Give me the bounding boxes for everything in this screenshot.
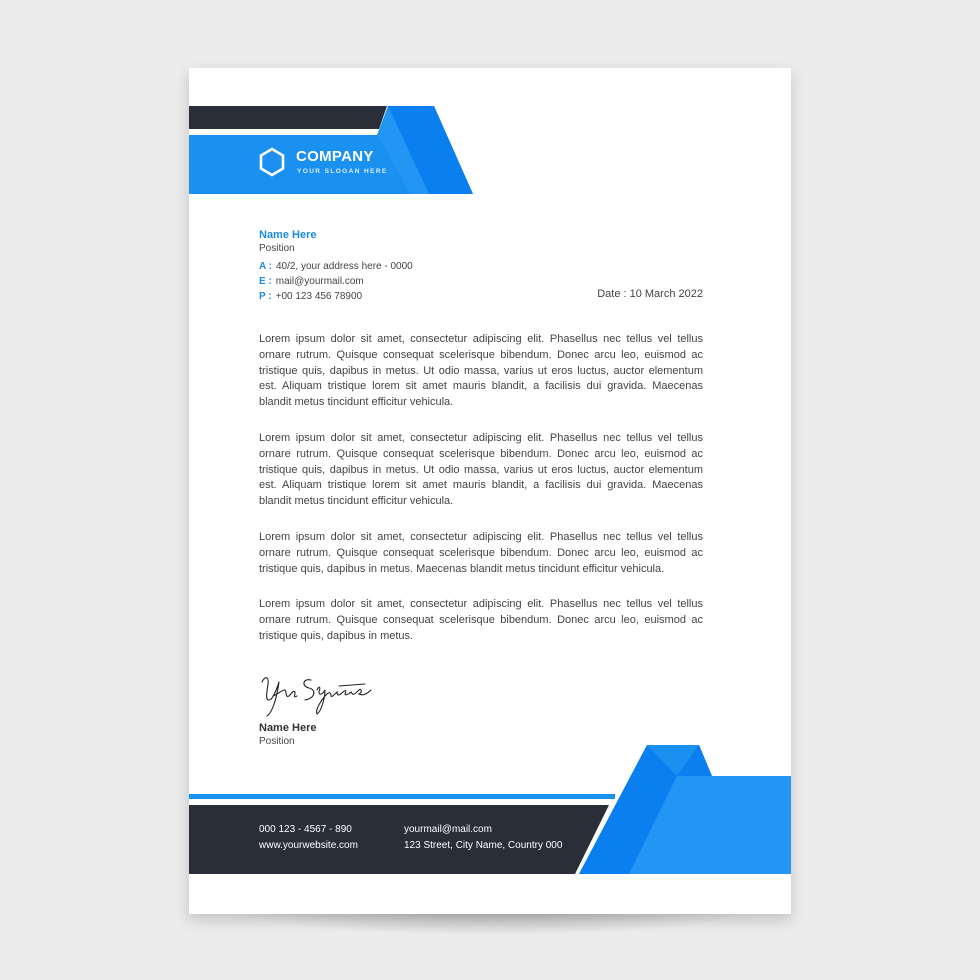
footer-email[interactable]: yourmail@mail.com <box>404 824 492 835</box>
signer-name: Name Here <box>259 722 317 734</box>
footer-decoration <box>189 744 791 876</box>
footer-contact-right <box>404 822 562 854</box>
footer-phone: 000 123 - 4567 - 890 <box>259 824 352 835</box>
phone-line <box>259 289 413 304</box>
phone-key: P : <box>259 291 272 302</box>
footer-thin-blue-line <box>189 794 615 799</box>
company-name: COMPANY <box>296 148 374 165</box>
footer-contact-left <box>259 822 358 854</box>
company-slogan: YOUR SLOGAN HERE <box>297 168 388 175</box>
address-value: 40/2, your address here - 0000 <box>275 261 413 272</box>
letterhead-page <box>189 68 791 914</box>
sender-position: Position <box>259 243 295 254</box>
header-dark-bar <box>189 106 387 129</box>
email-line <box>259 274 413 289</box>
address-key: A : <box>259 261 272 272</box>
sender-name: Name Here <box>259 229 317 241</box>
body-paragraph: Lorem ipsum dolor sit amet, consectetur adipiscing elit. Phasellus nec tellus vel tellus ornare rutrum. Quisque consequat scelerisque bibendum. Donec arcu leo, euismod ac tristique quis, dapibus in metus. <box>259 598 703 642</box>
footer-address: 123 Street, City Name, Country 000 <box>404 840 563 851</box>
email-value[interactable]: mail@yourmail.com <box>275 276 364 287</box>
body-paragraph: Lorem ipsum dolor sit amet, consectetur adipiscing elit. Phasellus nec tellus vel tellus ornare rutrum. Quisque consequat scelerisque bibendum. Donec arcu leo, euismod ac tristique quis, dapibus in metus. Ut odio massa, varius ut eros luctus, auctor elementum est. Aliquam tristique lorem sit amet mauris blandit, a facilisis dui gravida. Maecenas blandit metus tincidunt efficitur vehicula. <box>259 431 703 508</box>
signer-position: Position <box>259 736 295 747</box>
phone-value: +00 123 456 78900 <box>275 291 363 302</box>
body-paragraph: Lorem ipsum dolor sit amet, consectetur adipiscing elit. Phasellus nec tellus vel tellus ornare rutrum. Quisque consequat scelerisque bibendum. Donec arcu leo, euismod ac tristique quis, dapibus in metus. Ut odio massa, varius ut eros luctus, auctor elementum est. Aliquam tristique lorem sit amet mauris blandit, a facilisis dui gravida. Maecenas blandit metus tincidunt efficitur vehicula. <box>259 333 703 409</box>
email-key: E : <box>259 276 272 287</box>
footer-website[interactable]: www.yourwebsite.com <box>259 840 358 851</box>
sender-block <box>259 229 413 304</box>
body-paragraph: Lorem ipsum dolor sit amet, consectetur adipiscing elit. Phasellus nec tellus vel tellus ornare rutrum. Quisque consequat scelerisque bibendum. Donec arcu leo, euismod ac tristique quis, dapibus in metus. Maecenas blandit metus tincidunt efficitur vehicula. <box>259 530 703 575</box>
hexagon-icon <box>259 147 285 177</box>
letter-body <box>259 332 703 665</box>
letter-date: Date : 10 March 2022 <box>597 288 703 300</box>
address-line <box>259 259 413 274</box>
handwritten-signature <box>259 672 379 718</box>
